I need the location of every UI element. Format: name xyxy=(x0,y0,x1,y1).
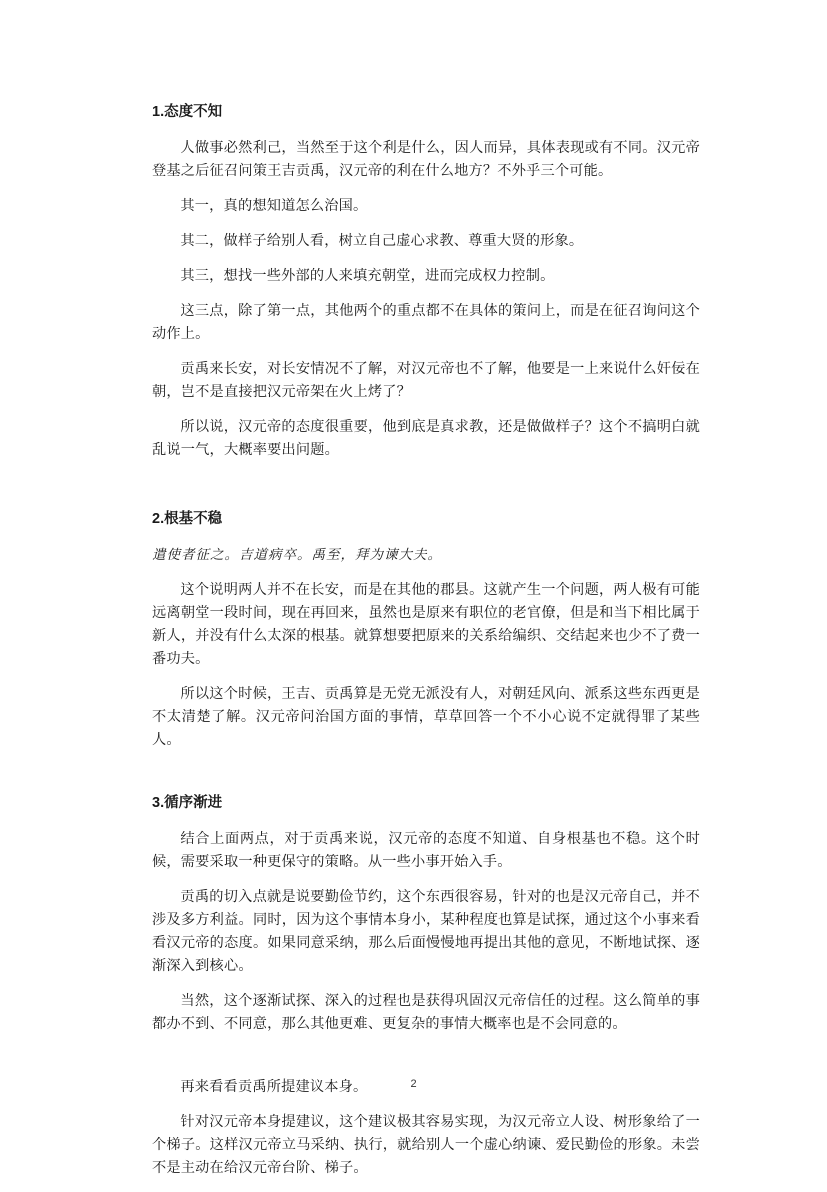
section-2 xyxy=(152,508,700,752)
paragraph: 所以说，汉元帝的态度很重要，他到底是真求教，还是做做样子？这个不搞明白就乱说一气，大概率要出问题。 xyxy=(152,419,700,458)
section-heading: 2.根基不稳 xyxy=(152,511,223,527)
paragraph: 贡禹的切入点就是说要勤俭节约，这个东西很容易，针对的也是汉元帝自己，并不涉及多方利益。同时，因为这个事情本身小，某种程度也算是试探，通过这个小事来看看汉元帝的态度。如果同意采纳，那么后面慢慢地再提出其他的意见，不断地试探、逐渐深入到核心。 xyxy=(152,889,700,974)
paragraph: 其三，想找一些外部的人来填充朝堂，进而完成权力控制。 xyxy=(180,268,555,284)
paragraph: 贡禹来长安，对长安情况不了解，对汉元帝也不了解，他要是一上来说什么奸佞在朝，岂不是直接把汉元帝架在火上烤了？ xyxy=(152,361,700,400)
paragraph: 其二，做样子给别人看，树立自己虚心求教、尊重大贤的形象。 xyxy=(180,233,584,249)
section-heading: 1.态度不知 xyxy=(152,104,223,120)
section-closing xyxy=(152,1076,700,1180)
paragraph: 所以这个时候，王吉、贡禹算是无党无派没有人，对朝廷风向、派系这些东西更是不太清楚了解。汉元帝问治国方面的事情，草草回答一个不小心说不定就得罪了某些人。 xyxy=(152,686,700,748)
section-3 xyxy=(152,792,700,1036)
section-spacer xyxy=(152,1048,700,1076)
paragraph: 其一，真的想知道怎么治国。 xyxy=(180,198,368,214)
paragraph: 再来看看贡禹所提建议本身。 xyxy=(180,1079,368,1095)
paragraph: 结合上面两点，对于贡禹来说，汉元帝的态度不知道、自身根基也不稳。这个时候，需要采取一种更保守的策略。从一些小事开始入手。 xyxy=(152,831,700,870)
section-spacer xyxy=(152,764,700,792)
quotation: 遣使者征之。吉道病卒。禹至，拜为谏大夫。 xyxy=(152,547,442,563)
paragraph: 这个说明两人并不在长安，而是在其他的郡县。这就产生一个问题，两人极有可能远离朝堂一段时间，现在再回来，虽然也是原来有职位的老官僚，但是和当下相比属于新人，并没有什么太深的根基。就算想要把原来的关系给编织、交结起来也少不了费一番功夫。 xyxy=(152,582,700,667)
page-number: 2 xyxy=(410,1078,417,1090)
section-heading: 3.循序渐进 xyxy=(152,795,223,811)
paragraph: 人做事必然利己，当然至于这个利是什么，因人而异，具体表现或有不同。汉元帝登基之后征召问策王吉贡禹，汉元帝的利在什么地方？不外乎三个可能。 xyxy=(152,140,700,179)
paragraph: 针对汉元帝本身提建议，这个建议极其容易实现，为汉元帝立人设、树形象给了一个梯子。这样汉元帝立马采纳、执行，就给别人一个虚心纳谏、爱民勤俭的形象。未尝不是主动在给汉元帝台阶、梯子。 xyxy=(152,1114,700,1176)
section-spacer xyxy=(152,474,700,508)
paragraph: 这三点，除了第一点，其他两个的重点都不在具体的策问上，而是在征召询问这个动作上。 xyxy=(152,303,700,342)
paragraph: 当然，这个逐渐试探、深入的过程也是获得巩固汉元帝信任的过程。这么简单的事都办不到、不同意，那么其他更难、更复杂的事情大概率也是不会同意的。 xyxy=(152,993,700,1032)
section-1 xyxy=(152,101,700,462)
document-body xyxy=(152,101,700,1192)
